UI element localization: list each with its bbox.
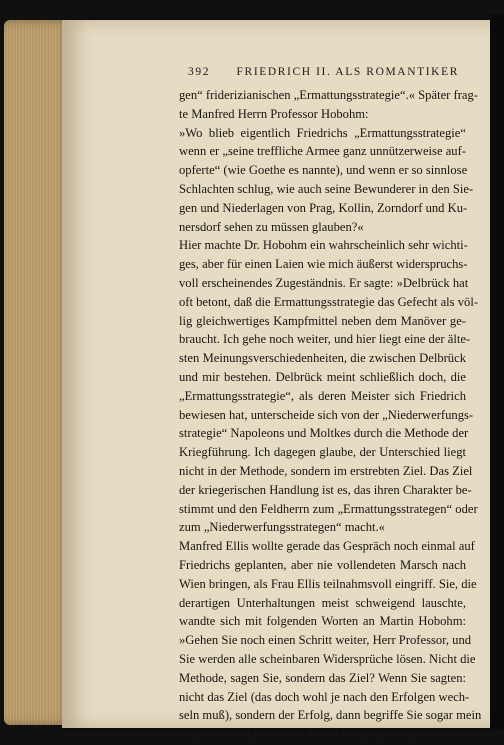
body-text [179,86,482,744]
text-line: Sie werden alle scheinbaren Widersprüche lösen. Nicht die [179,651,476,666]
text-line: Wien bringen, als Frau Ellis teilnahmsvoll eingriff. Sie, die [179,576,477,591]
text-line: Kriegführung. Ich dagegen glaube, der Unterschied liegt [179,445,466,460]
text-line: seln muß), sondern der Erfolg, dann begriffe Sie sogar mein [179,708,482,723]
book-cover-edge [490,14,504,729]
text-line: »Wo blieb eigentlich Friedrichs „Ermattungsstrategie“ [179,125,466,140]
text-line: Manfred Ellis wollte gerade das Gespräch noch einmal auf [179,539,475,554]
text-line: und mir bestehen. Delbrück meint schließlich doch, die [179,369,466,384]
text-line: gen“ friderizianischen „Ermattungsstrategie“.« Später frag- [179,88,478,102]
text-line: Methode, sagen Sie, sondern das Ziel? Wenn Sie sagten: [179,670,466,685]
text-line: wandte sich mit folgenden Worten an Martin Hobohm: [179,614,466,629]
running-header [188,66,459,78]
text-line: gen und Niederlagen von Prag, Kollin, Zorndorf und Ku- [179,200,468,215]
text-line: ungelehrter Mutterwitz.« Frau Ellis sprach englisch und [179,727,461,742]
text-line: wenn er „seine treffliche Armee ganz unnützerweise auf- [179,144,466,159]
text-line: opferte“ (wie Goethe es nannte), und wenn er so sinnlose [179,163,468,178]
text-line: ges, aber für einen Laien wie mich äußerst widerspruchs- [179,257,468,272]
text-line: te Manfred Herrn Professor Hobohm: [179,106,369,121]
text-line: oft betont, daß die Ermattungsstrategie das Gefecht als völ- [179,294,479,309]
text-line: der kriegerischen Handlung ist es, das ihren Charakter be- [179,482,472,497]
text-line: nicht in der Methode, sondern im erstrebten Ziel. Das Ziel [179,463,473,478]
text-line: bewiesen hat, unterscheide sich von der „Niederwerfungs- [179,407,474,422]
text-line: braucht. Ich gehe noch weiter, und hier liegt eine der älte- [179,332,471,347]
text-line: Friedrichs geplanten, aber nie vollendeten Marsch nach [179,557,466,572]
text-line: strategie“ Napoleons und Moltkes durch die Methode der [179,426,469,441]
running-title: FRIEDRICH II. ALS ROMANTIKER [236,66,459,78]
text-line: »Gehen Sie noch einen Schritt weiter, Herr Professor, und [179,633,472,648]
text-line: nersdorf sehen zu müssen glauben?« [179,219,364,234]
text-line: „Ermattungsstrategie“, als deren Meister sich Friedrich [179,388,466,403]
text-line: zum „Niederwerfungsstrategen“ macht.« [179,520,385,535]
text-line: Hier machte Dr. Hobohm ein wahrscheinlich sehr wichti- [179,238,468,253]
page-number: 392 [188,66,211,78]
text-line: sten Meinungsverschiedenheiten, die zwischen Delbrück [179,351,466,366]
text-line: stimmt und den Feldherrn zum „Ermattungsstrategen“ oder [179,501,478,516]
text-line: nicht das Ziel (das doch wohl je nach den Erfolgen wech- [179,689,470,704]
text-line: voll erscheinendes Zugeständnis. Er sagte: »Delbrück hat [179,275,469,290]
text-line: Schlachten schlug, wie auch seine Bewunderer in den Sie- [179,181,474,196]
text-line: derartigen Unterhaltungen meist schweigend lauschte, [179,595,466,610]
text-line: lig gleichwertiges Kampfmittel neben dem Manöver ge- [179,313,466,328]
